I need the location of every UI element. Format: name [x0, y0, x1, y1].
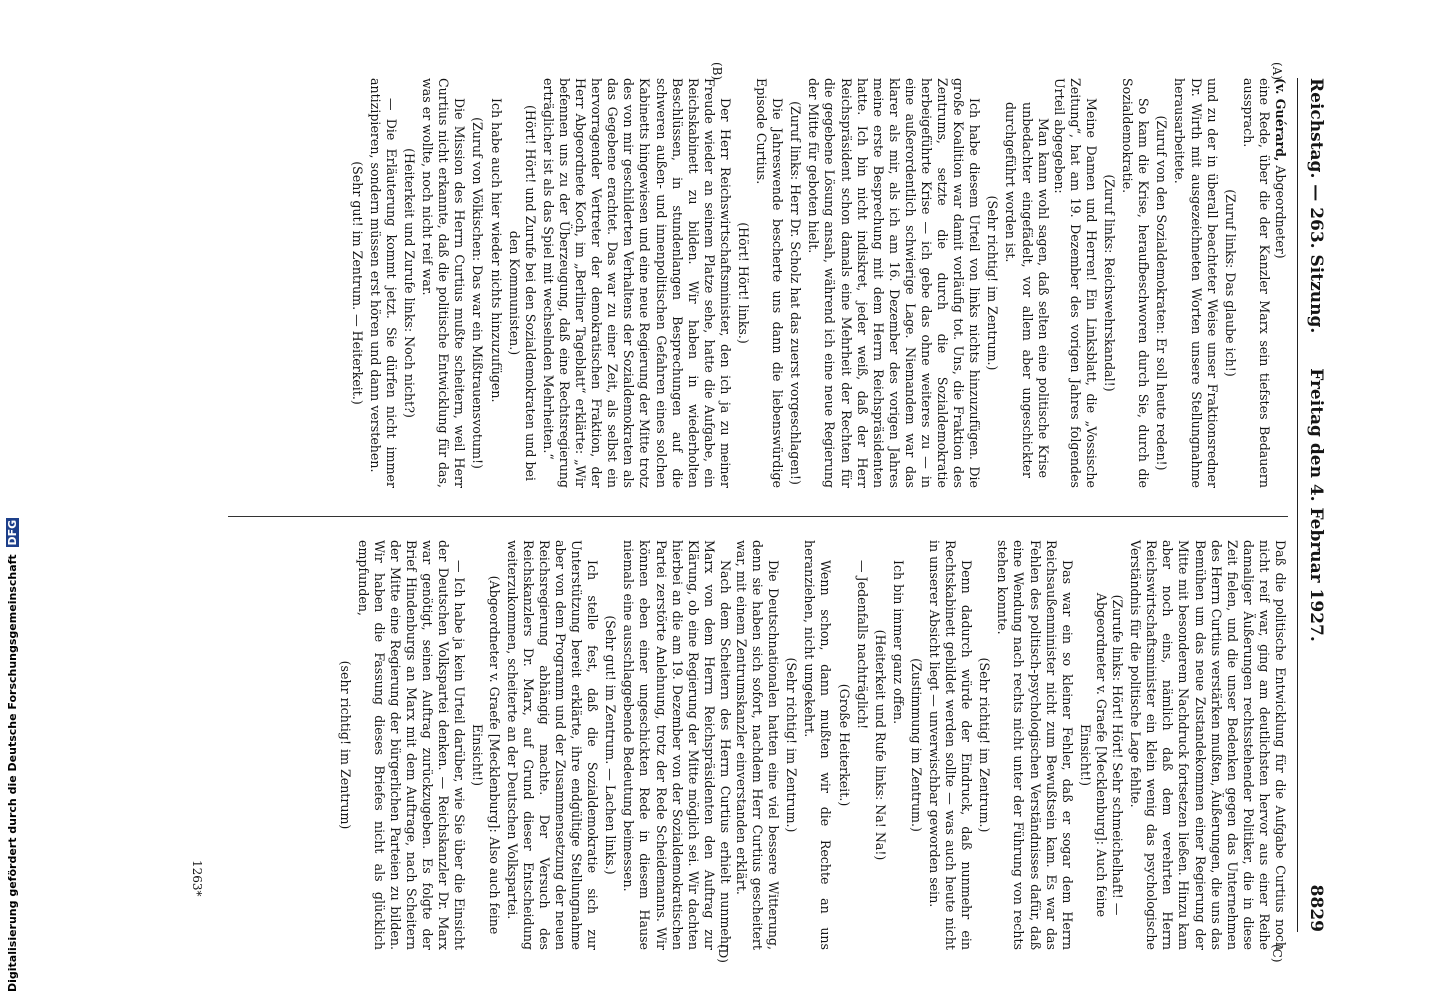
speaker-name: (v. Guérard, — [1273, 78, 1288, 162]
paragraph: Ich habe diesem Urteil von links nichts hinzuzufügen. Die große Koalition war damit vorläufig tot. Uns, die Fraktion des Zentrums, setzte die durch die Sozialdemokratie herbeigeführte Krise — ich gebe das ohne weiteres zu — in eine außerordentlich schwierige Lage. Niemandem war das klarer als mir, als ich am 16. Dezember des vorigen Jahres meine erste Besprechung mit dem Herrn Reichspräsidenten hatte. Ich bin nicht indiskret, jeder weiß, daß der Herr Reichspräsident schon damals eine Mehrheit der Rechten für die gegebene Lösung ansah, während ich eine neue Regierung der Mitte für geboten hielt. — [806, 78, 983, 488]
margin-marker-c: (C) — [1270, 944, 1284, 963]
interjection: (Hört! Hört! und Zurufe bei den Sozialdemokraten und bei den Kommunisten.) — [506, 105, 538, 481]
paragraph: Die Mission des Herrn Curtius mußte scheitern, weil Herr Curtius nicht erkannte, daß die politische Entwicklung für das, was er wollte, noch nicht reif war. — [420, 78, 468, 488]
interjection: (Heiterkeit und Zurufe links: Noch nicht?) — [402, 148, 418, 418]
paragraph: Meine Damen und Herren! Ein Linksblatt, die „Vossische Zeitung“, hat am 19. Dezember des vorigen Jahres folgendes Urteil abgegeben: — [1051, 78, 1099, 488]
interjection: (Zuruf von Völkischen: Das war ein Mißtrauensvotum!) — [470, 117, 486, 469]
paragraph: Der Herr Reichswirtschaftsminister, den ich ja zu meiner Freude wieder an seinem Platze sehe, hatte die Aufgabe, ein Reichskabinett zu bilden. Wir haben in wiederholten Beschlüssen, in stundenlangen Besprechungen auf die schweren außen- und innenpolitischen Gefahren eines solchen Kabinetts hingewiesen und eine neue Regierung der Mitte trotz des von mir geschilderten Verhaltens der Sozialdemokraten als das Gegebene erachtet. Das war zu einer Zeit, als selbst ein hervorragender Vertreter der demokratischen Fraktion, der Herr Abgeordnete Koch, im „Berliner Tageblatt“ erklärte: „Wir befennen uns zu der Überzeugung, daß eine Rechtsregierung erträglicher ist als das Spiel mit wechselnden Mehrheiten.“ — [540, 78, 733, 488]
digitization-credit — [6, 518, 19, 992]
page-header — [1302, 78, 1326, 932]
paragraph: Die Deutschnationalen hatten eine viel bessere Witterung, denn sie haben sich sofort, nachdem Herr Curtius gescheitert war, mit einem Zentrumskanzler einverstanden erklärt. — [734, 540, 782, 950]
interjection: (Zustimmung im Zentrum.) — [908, 658, 924, 832]
paragraph: Ich habe auch hier wieder nichts hinzuzufügen. — [488, 98, 504, 403]
margin-marker-d: (D) — [716, 944, 730, 963]
interjection: (Sehr richtig! im Zentrum.) — [985, 195, 1001, 371]
dfg-logo: DFG — [6, 519, 19, 546]
paragraph: eine Rede, über die der Kanzler Marx sein tiefstes Bedauern aussprach. — [1240, 78, 1272, 488]
speaker-role: Abgeordneter) — [1273, 161, 1288, 259]
paragraph: — Ich habe ja kein Urteil darüber, wie Sie über die Einsicht der Deutschen Volkspartei denken. — Reichskanzler Dr. Marx war genötigt, seinen Auftrag zurückzugeben. Es folgte der Brief Hindenburgs an Marx mit dem Auftrage, nach Scheitern der Mitte eine Regierung der bürgerlichen Parteien zu bilden. Wir haben die Fassung dieses Briefes nicht als glücklich empfunden, — [355, 540, 468, 950]
interjection: (Zurufe links: Hört! Hört! Sehr schmeichelhaft! — Abgeordneter v. Graefe [Mecklenburg]: Auch feine Einsicht!) — [1077, 592, 1126, 918]
margin-marker-b: (B) — [710, 62, 724, 81]
paragraph: — Die Erläuterung kommt jetzt. Sie dürfen nicht immer antizipieren, sondern müssen erst hören und dann verstehen. — [367, 78, 400, 488]
paragraph: und zu der in überall beachteter Weise unser Fraktionsredner Dr. Wirth mit ausgezeichneten Worten unsere Stellungnahme herausarbeitete. — [1172, 78, 1220, 488]
interjection: (Hört! Hört! links.) — [736, 222, 751, 344]
interjection: (Sehr richtig! im Zentrum.) — [784, 657, 800, 833]
paragraph: Nach dem Scheitern des Herrn Curtius erhielt nunmehr Marx von dem Herrn Reichspräsidenten den Auftrag zur Klärung, ob eine Regierung der Mitte möglich sei. Wir dachten hierbei an die am 19. Dezember von der Sozialdemokratischen Partei zerstörte Anlehnung, trotz der Rede Scheidemanns. Wir können eben einer ungeschickten Rede in diesem Hause niemals eine ausschlaggebende Bedeutung beimessen. — [621, 540, 733, 950]
credit-text: Digitalisierung gefördert durch die Deutsche Forschungsgemeinschaft — [6, 554, 19, 992]
interjection: (sehr richtig! im Zentrum) — [337, 660, 353, 830]
interjection: (Zuruf links: Herr Dr. Scholz hat das zuerst vorgeschlagen!) — [788, 101, 804, 485]
interjection: (Große Heiterkeit.) — [836, 683, 852, 807]
paragraph: Ich bin immer ganz offen. — [890, 560, 906, 725]
interjection: (Sehr gut! im Zentrum. — Lachen links.) — [603, 615, 619, 875]
paragraph: Ich stelle fest, daß die Sozialdemokratie sich zur Unterstützung bereit erklärte, ihre endgültige Stellungnahme aber von dem Programm und der Zusammensetzung der neuen Reichsregierung abhängig machte. Der Versuch des Reichskanzlers Dr. Marx, auf Grund dieser Entscheidung weiterzukommen, scheiterte an der Deutschen Volkspartei. — [504, 540, 601, 950]
interjection: (Heiterkeit und Rufe links: Na! Na!) — [872, 629, 888, 861]
page-number: 1263* — [190, 860, 204, 897]
header-date: Freitag den 4. Februar 1927. — [1306, 368, 1326, 642]
paragraph: Daß die politische Entwicklung für die Aufgabe Curtius noch nicht reif war, ging am deutlichsten hervor aus einer Reihe damaliger Äußerungen rechtsstehender Politiker, die in diese Zeit fielen, und die unser Bedenken gegen das Unternehmen des Herrn Curtius verstärken mußten, Äußerungen, die uns das Bemühen um das neue Zustandekommen einer Regierung der Mitte mit besonderem Nachdruck fortsetzen ließen. Hinzu kam aber noch eins, nämlich daß dem verehrten Herrn Reichswirtschaftsminister ein klein wenig das psychologische Verständnis für die politische Lage fehlte. — [1128, 540, 1288, 950]
quotation: Man kann wohl sagen, daß selten eine politische Krise unbedachter eingefädelt, vor allem aber ungeschickter durchgeführt worden ist. — [1003, 102, 1051, 478]
margin-marker-a: (A) — [1270, 62, 1284, 81]
paragraph — [1272, 78, 1288, 488]
interjection: (Zuruf links: Reichswehrskandal!) — [1102, 174, 1118, 392]
header-column-number: 8829 — [1306, 884, 1326, 932]
header-session: Reichstag. — 263. Sitzung. — [1306, 78, 1326, 334]
paragraph: Das war ein so kleiner Fehler, daß er sogar dem Herrn Reichsaußenminister nicht zum Bewußtsein kam. Es war das Fehlen des politisch-psychologischen Verständnisses dafür, daß eine Wendung nach rechts nicht unter der Führung von rechts stehen konnte. — [995, 540, 1075, 950]
right-column — [335, 540, 1288, 950]
interjection: (Sehr richtig! im Zentrum.) — [977, 657, 993, 833]
interjection: (Abgeordneter v. Graefe [Mecklenburg]: Also auch feine Einsicht!) — [470, 575, 502, 935]
left-column — [347, 78, 1288, 488]
column-divider — [228, 516, 1288, 517]
paragraph: So kam die Krise, heraufbeschworen durch Sie, durch die Sozialdemokratie. — [1120, 78, 1152, 488]
paragraph: Wenn schon, dann mußten wir die Rechte an uns heranziehen, nicht umgekehrt. — [802, 540, 834, 950]
paragraph: Die Jahreswende bescherte uns dann die liebenswürdige Episode Curtius. — [754, 78, 786, 488]
header-rule — [1297, 78, 1298, 932]
paragraph: — Jedenfalls nachträglich! — [854, 560, 870, 730]
interjection: (Zuruf von den Sozialdemokraten: Er soll heute reden!) — [1154, 115, 1170, 471]
interjection: (Zuruf links: Das glaube ich!) — [1222, 189, 1238, 377]
paragraph: Denn dadurch würde der Eindruck, daß nunmehr ein Rechtskabinett gebildet werden sollte — was auch heute nicht in unserer Absicht liegt — unverwischbar geworden sein. — [927, 540, 975, 950]
interjection: (Sehr gut! im Zentrum. — Heiterkeit.) — [349, 161, 365, 405]
